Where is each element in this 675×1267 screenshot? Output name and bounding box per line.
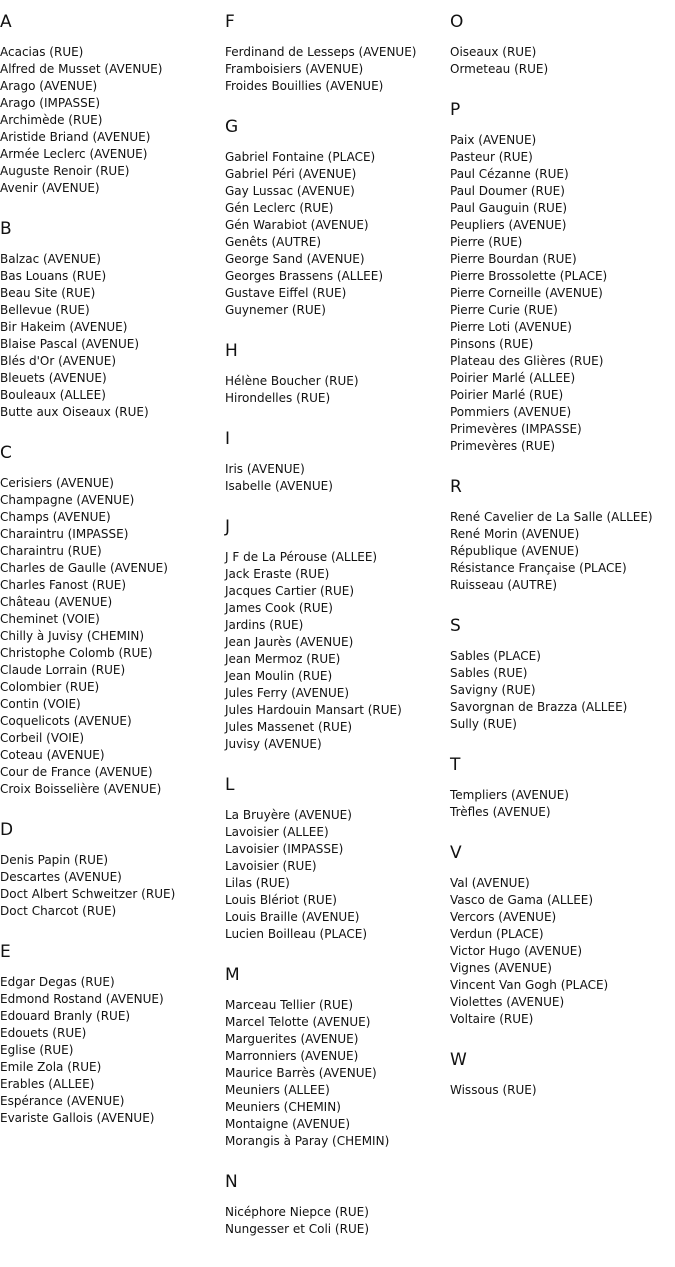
street-item: J F de La Pérouse (ALLEE) [225,550,378,564]
street-item: Isabelle (AVENUE) [225,479,333,493]
street-item: Lavoisier (RUE) [225,859,317,873]
street-item: Armée Leclerc (AVENUE) [0,147,148,161]
street-item: Archimède (RUE) [0,113,103,127]
street-item: Jules Ferry (AVENUE) [225,686,350,700]
street-item: Louis Blériot (RUE) [225,893,337,907]
street-item: Edouets (RUE) [0,1026,87,1040]
street-item: Christophe Colomb (RUE) [0,646,153,660]
street-item: Lilas (RUE) [225,876,290,890]
letter-heading: H [225,341,238,361]
street-item: Meuniers (ALLEE) [225,1083,330,1097]
street-item: Charaintru (RUE) [0,544,102,558]
street-item: Lavoisier (IMPASSE) [225,842,344,856]
letter-group [0,441,220,798]
street-item: Cheminet (VOIE) [0,612,100,626]
street-item: Cerisiers (AVENUE) [0,476,114,490]
street-item: Marceau Tellier (RUE) [225,998,354,1012]
street-item: Alfred de Musset (AVENUE) [0,62,163,76]
street-item: Verdun (PLACE) [450,927,544,941]
street-item: Bir Hakeim (AVENUE) [0,320,128,334]
street-item: Espérance (AVENUE) [0,1094,125,1108]
letter-heading: G [225,117,239,137]
letter-group [225,1170,445,1238]
street-item: Victor Hugo (AVENUE) [450,944,583,958]
letter-heading: T [450,755,461,775]
street-item: Montaigne (AVENUE) [225,1117,351,1131]
street-item: Bas Louans (RUE) [0,269,107,283]
letter-heading: W [450,1050,467,1070]
street-item: Froides Bouillies (AVENUE) [225,79,384,93]
street-item: Poirier Marlé (ALLEE) [450,371,576,385]
street-column-3 [450,10,675,1119]
letter-heading: R [450,477,462,497]
letter-heading: B [0,219,12,239]
street-item: Beau Site (RUE) [0,286,96,300]
letter-group [450,475,675,594]
street-item: Jean Mermoz (RUE) [225,652,341,666]
street-item: Guynemer (RUE) [225,303,326,317]
street-item: Pierre Curie (RUE) [450,303,558,317]
street-item: George Sand (AVENUE) [225,252,365,266]
street-item: Charles de Gaulle (AVENUE) [0,561,168,575]
street-item: Edouard Branly (RUE) [0,1009,131,1023]
street-item: Denis Papin (RUE) [0,853,109,867]
street-item: Edgar Degas (RUE) [0,975,115,989]
letter-group [450,1048,675,1099]
letter-group [225,339,445,407]
street-item: Descartes (AVENUE) [0,870,122,884]
street-item: Ormeteau (RUE) [450,62,549,76]
street-item: La Bruyère (AVENUE) [225,808,352,822]
street-item: Sables (RUE) [450,666,528,680]
street-item: Wissous (RUE) [450,1083,537,1097]
street-item: Chilly à Juvisy (CHEMIN) [0,629,145,643]
street-item: Templiers (AVENUE) [450,788,569,802]
street-item: Doct Charcot (RUE) [0,904,117,918]
street-item: Peupliers (AVENUE) [450,218,567,232]
letter-heading: M [225,965,240,985]
street-item: Evariste Gallois (AVENUE) [0,1111,155,1125]
street-column-1 [0,10,220,1147]
letter-group [225,427,445,495]
street-item: Val (AVENUE) [450,876,530,890]
street-item: Gay Lussac (AVENUE) [225,184,355,198]
street-item: Arago (IMPASSE) [0,96,101,110]
letter-group [225,10,445,95]
street-item: Iris (AVENUE) [225,462,305,476]
street-item: Plateau des Glières (RUE) [450,354,604,368]
street-item: Vasco de Gama (ALLEE) [450,893,594,907]
street-item: Blaise Pascal (AVENUE) [0,337,140,351]
street-item: Charles Fanost (RUE) [0,578,126,592]
street-item: Gén Warabiot (AVENUE) [225,218,369,232]
street-item: Corbeil (VOIE) [0,731,85,745]
street-item: Juvisy (AVENUE) [225,737,322,751]
letter-heading: C [0,443,12,463]
street-item: Nicéphore Niepce (RUE) [225,1205,369,1219]
street-item: Doct Albert Schweitzer (RUE) [0,887,176,901]
street-item: René Cavelier de La Salle (ALLEE) [450,510,653,524]
street-item: Gabriel Fontaine (PLACE) [225,150,376,164]
street-item: Coteau (AVENUE) [0,748,105,762]
street-item: Champs (AVENUE) [0,510,111,524]
street-item: Ferdinand de Lesseps (AVENUE) [225,45,417,59]
street-item: Jacques Cartier (RUE) [225,584,355,598]
letter-heading: O [450,12,464,32]
letter-group [225,773,445,943]
street-item: Eglise (RUE) [0,1043,74,1057]
street-item: Balzac (AVENUE) [0,252,101,266]
street-item: Marronniers (AVENUE) [225,1049,359,1063]
street-item: Charaintru (IMPASSE) [0,527,129,541]
street-item: Vercors (AVENUE) [450,910,557,924]
street-item: Contin (VOIE) [0,697,81,711]
street-item: Ruisseau (AUTRE) [450,578,558,592]
street-item: Sully (RUE) [450,717,517,731]
street-item: Pierre Corneille (AVENUE) [450,286,603,300]
letter-heading: F [225,12,235,32]
street-item: Cour de France (AVENUE) [0,765,153,779]
street-item: Trèfles (AVENUE) [450,805,551,819]
street-item: Georges Brassens (ALLEE) [225,269,383,283]
street-item: Aristide Briand (AVENUE) [0,130,151,144]
street-item: Paix (AVENUE) [450,133,537,147]
street-item: Gabriel Péri (AVENUE) [225,167,357,181]
letter-group [0,818,220,920]
street-item: Blés d'Or (AVENUE) [0,354,117,368]
street-item: Meuniers (CHEMIN) [225,1100,341,1114]
street-item: Sables (PLACE) [450,649,541,663]
street-item: Lavoisier (ALLEE) [225,825,329,839]
street-item: Colombier (RUE) [0,680,100,694]
letter-group [450,841,675,1028]
street-item: Nungesser et Coli (RUE) [225,1222,369,1236]
letter-group [0,217,220,421]
street-item: Pasteur (RUE) [450,150,533,164]
letter-group [450,98,675,455]
letter-heading: P [450,100,461,120]
street-item: Gén Leclerc (RUE) [225,201,334,215]
letter-group [225,963,445,1150]
street-item: Avenir (AVENUE) [0,181,100,195]
street-item: Bellevue (RUE) [0,303,90,317]
street-item: Marguerites (AVENUE) [225,1032,359,1046]
street-item: Vincent Van Gogh (PLACE) [450,978,609,992]
letter-group [225,115,445,319]
street-item: Pommiers (AVENUE) [450,405,572,419]
street-item: Genêts (AUTRE) [225,235,322,249]
letter-heading: V [450,843,462,863]
street-item: Jardins (RUE) [225,618,304,632]
street-item: République (AVENUE) [450,544,580,558]
street-item: Bleuets (AVENUE) [0,371,107,385]
street-item: Claude Lorrain (RUE) [0,663,126,677]
street-item: Voltaire (RUE) [450,1012,534,1026]
street-item: Vignes (AVENUE) [450,961,552,975]
letter-group [0,940,220,1127]
street-item: Violettes (AVENUE) [450,995,565,1009]
street-item: Paul Gauguin (RUE) [450,201,568,215]
street-item: Paul Cézanne (RUE) [450,167,569,181]
street-item: Savorgnan de Brazza (ALLEE) [450,700,628,714]
street-item: Marcel Telotte (AVENUE) [225,1015,371,1029]
street-item: Bouleaux (ALLEE) [0,388,106,402]
street-item: Gustave Eiffel (RUE) [225,286,347,300]
street-item: Edmond Rostand (AVENUE) [0,992,164,1006]
street-item: Primevères (RUE) [450,439,556,453]
street-item: Poirier Marlé (RUE) [450,388,564,402]
street-item: Pierre Loti (AVENUE) [450,320,572,334]
street-item: Emile Zola (RUE) [0,1060,102,1074]
letter-heading: A [0,12,12,32]
street-item: Jean Moulin (RUE) [225,669,333,683]
street-item: Jules Massenet (RUE) [225,720,353,734]
street-item: Auguste Renoir (RUE) [0,164,130,178]
street-item: Morangis à Paray (CHEMIN) [225,1134,390,1148]
street-item: Paul Doumer (RUE) [450,184,565,198]
letter-group [450,614,675,733]
letter-heading: E [0,942,11,962]
street-item: Louis Braille (AVENUE) [225,910,360,924]
street-item: James Cook (RUE) [225,601,333,615]
street-item: Primevères (IMPASSE) [450,422,582,436]
letter-heading: I [225,429,231,449]
street-item: Jules Hardouin Mansart (RUE) [225,703,402,717]
letter-heading: J [225,517,231,537]
letter-group [450,10,675,78]
street-item: Jack Eraste (RUE) [225,567,330,581]
street-item: Maurice Barrès (AVENUE) [225,1066,377,1080]
letter-heading: N [225,1172,238,1192]
letter-group [225,515,445,753]
street-item: Château (AVENUE) [0,595,113,609]
street-item: Coquelicots (AVENUE) [0,714,132,728]
street-item: Butte aux Oiseaux (RUE) [0,405,149,419]
street-item: Pierre Brossolette (PLACE) [450,269,608,283]
street-item: Oiseaux (RUE) [450,45,537,59]
street-item: Champagne (AVENUE) [0,493,135,507]
letter-group [450,753,675,821]
street-item: Pinsons (RUE) [450,337,534,351]
street-item: Pierre (RUE) [450,235,523,249]
street-item: Résistance Française (PLACE) [450,561,627,575]
letter-group [0,10,220,197]
street-item: Lucien Boilleau (PLACE) [225,927,368,941]
street-item: Erables (ALLEE) [0,1077,95,1091]
street-item: Acacias (RUE) [0,45,84,59]
street-item: Hélène Boucher (RUE) [225,374,359,388]
letter-heading: L [225,775,235,795]
letter-heading: S [450,616,461,636]
street-item: Arago (AVENUE) [0,79,98,93]
street-item: Croix Boisselière (AVENUE) [0,782,162,796]
street-item: Framboisiers (AVENUE) [225,62,364,76]
street-item: René Morin (AVENUE) [450,527,580,541]
letter-heading: D [0,820,14,840]
street-item: Jean Jaurès (AVENUE) [225,635,354,649]
street-item: Savigny (RUE) [450,683,536,697]
street-item: Pierre Bourdan (RUE) [450,252,577,266]
street-item: Hirondelles (RUE) [225,391,331,405]
street-column-2 [225,10,445,1258]
